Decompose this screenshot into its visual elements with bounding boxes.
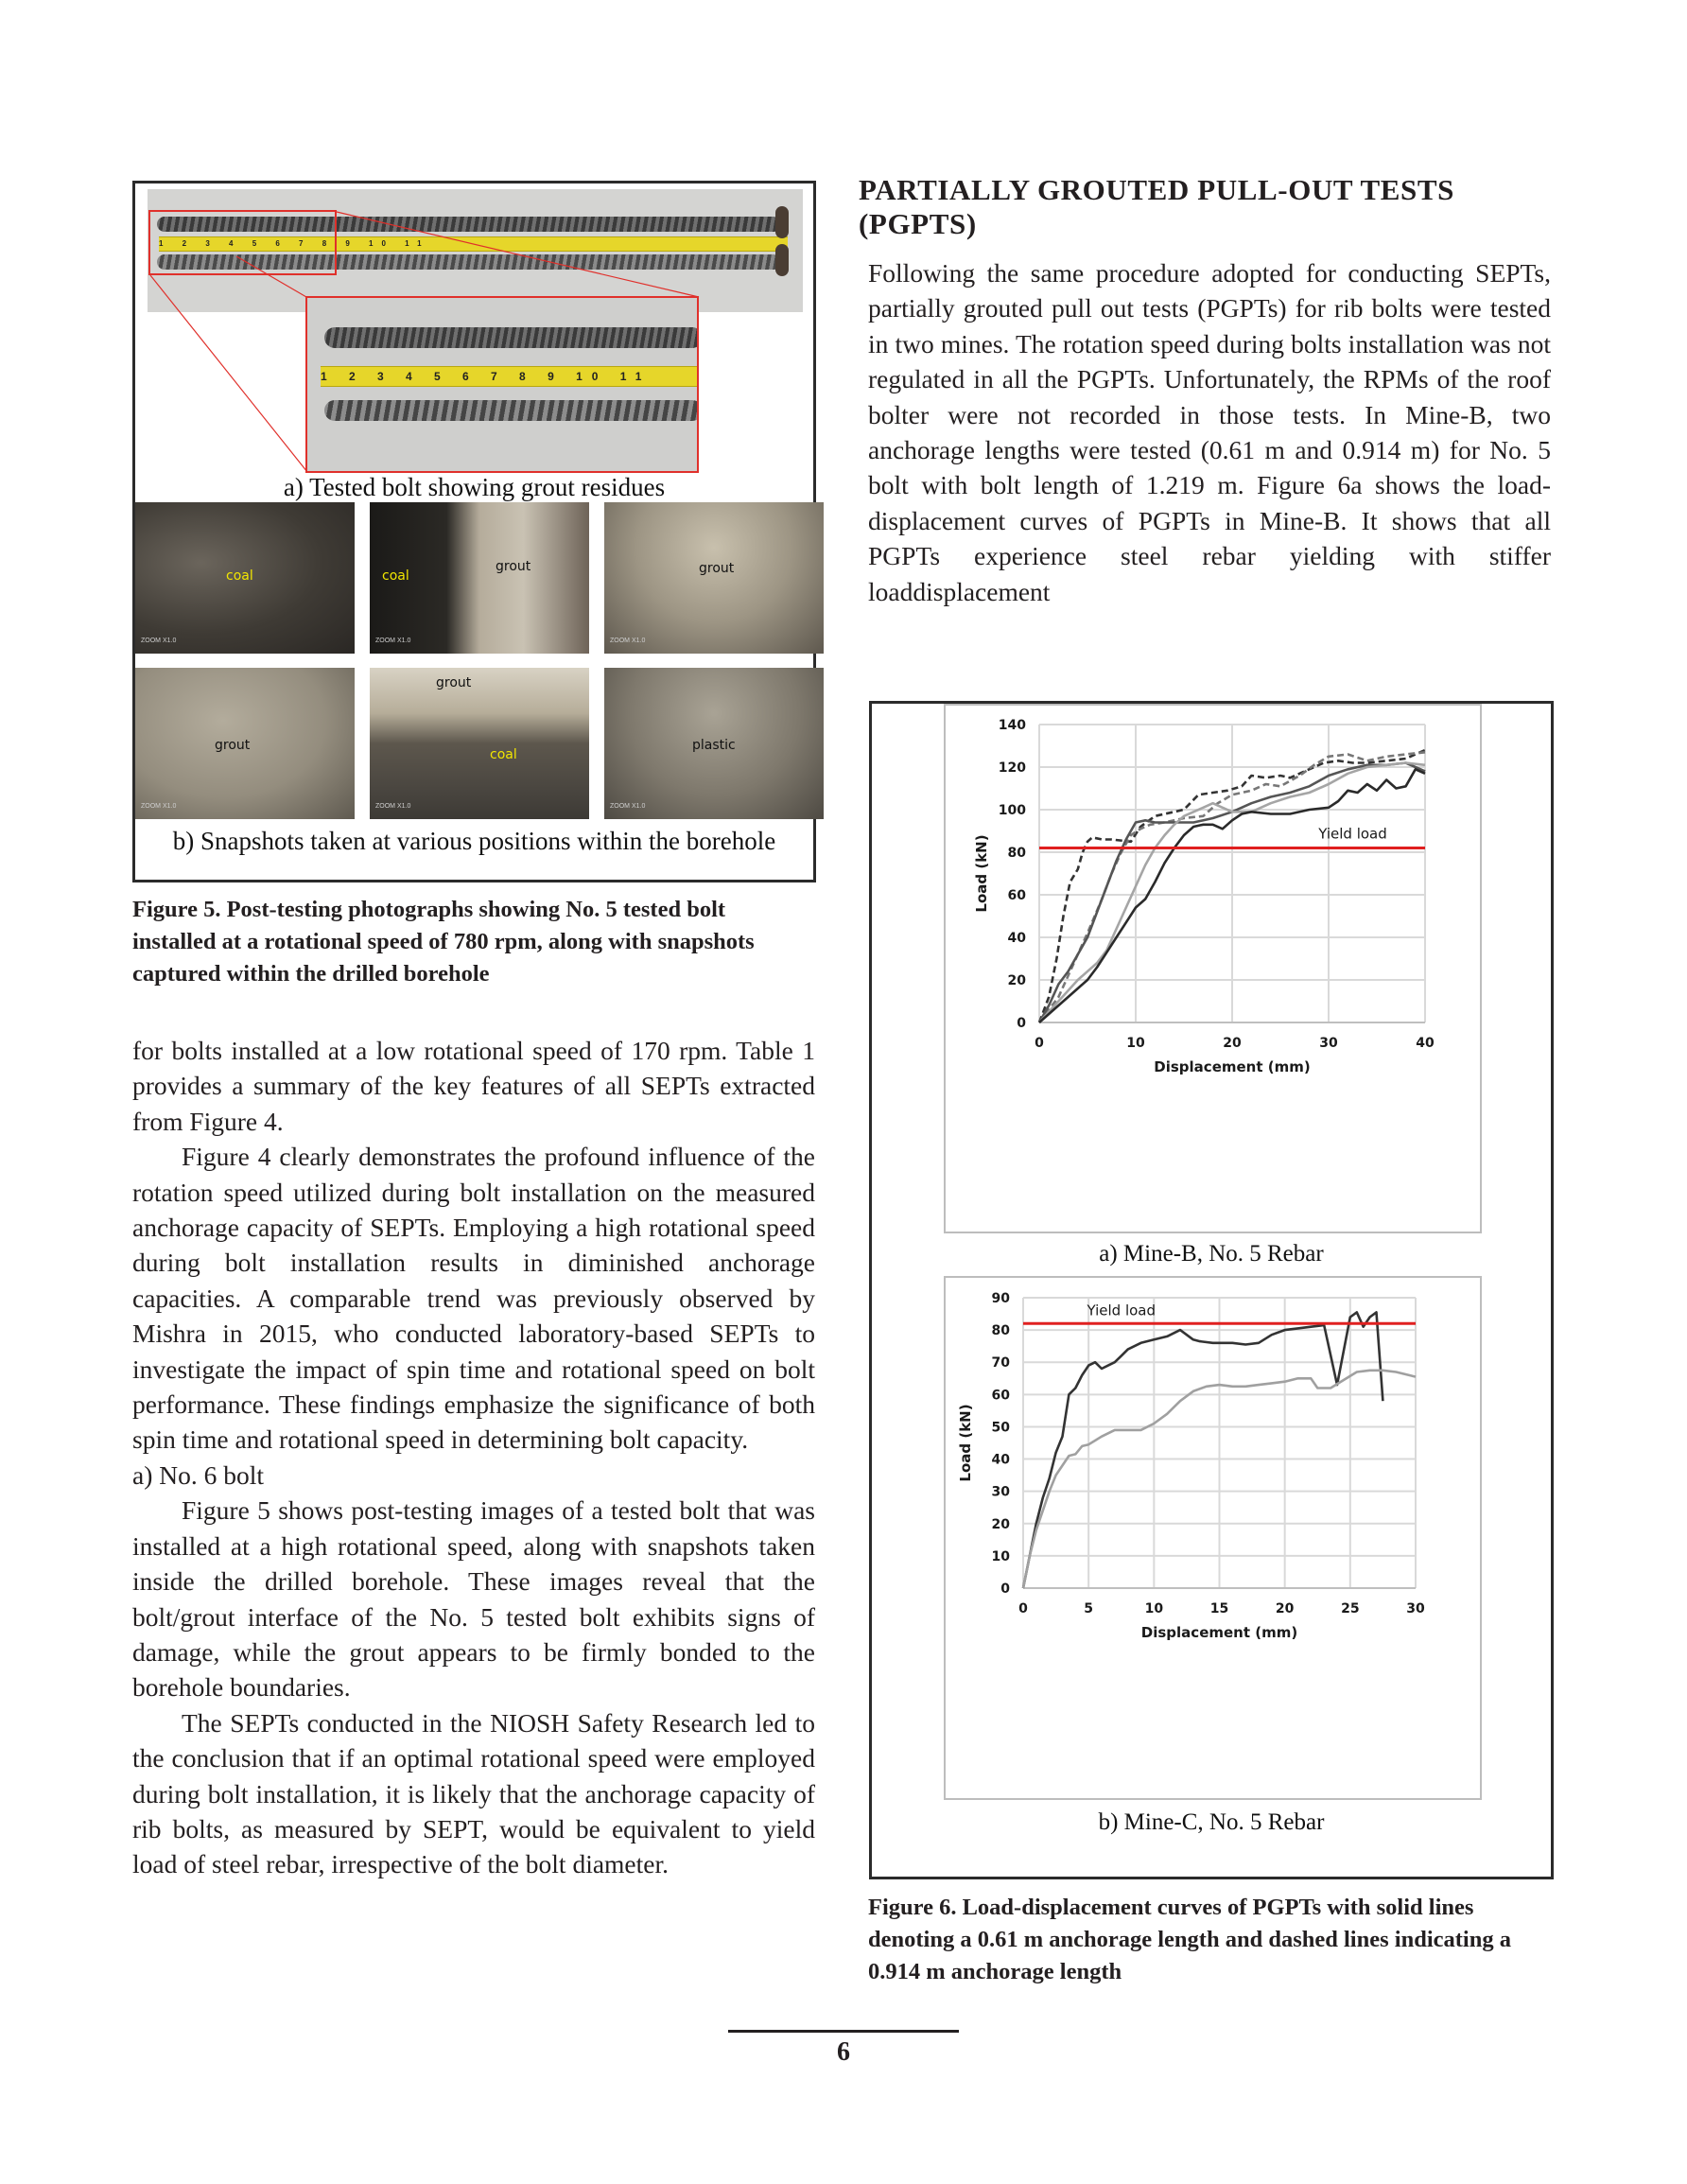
y-tick-label: 40 [991,1452,1010,1468]
bolt-closeup-photo [305,296,699,473]
snapshot-label: grout [496,559,531,574]
subcaption-a: a) Tested bolt showing grout residues [283,473,666,501]
zoom-tag: ZOOM X1.0 [610,803,646,810]
x-tick-label: 10 [1126,1036,1145,1051]
y-tick-label: 20 [991,1516,1010,1532]
page-number: 6 [837,2037,850,2067]
figure-6-caption: Figure 6. Load-displacement curves of PGPTs with solid lines denoting a 0.61 m anchorage length and dashed lines indicating a 0.914 m anchorage length [868,1895,1511,1984]
zoom-tag: ZOOM X1.0 [375,803,411,810]
x-tick-label: 40 [1416,1036,1435,1051]
snapshot-label: coal [382,568,409,584]
subheading: a) No. 6 bolt [132,1459,265,1490]
bolt-rod-top [324,327,699,348]
borehole-snapshot-6 [604,668,824,819]
paragraph: Figure 5 shows post-testing images of a tested bolt that was installed at a high rotational speed, along with snapshots taken inside the drilled borehole. These images reveal that the bolt/grout interface of the No. 5 tested bolt exhibits signs of damage, while the grout appears to be firmly bonded to the borehole boundaries. [132,1495,815,1703]
borehole-snapshot-4 [135,668,355,819]
y-tick-label: 40 [1007,931,1026,946]
zoom-tag: ZOOM X1.0 [141,803,177,810]
figure-5-caption: Figure 5. Post-testing photographs showing No. 5 tested bolt installed at a rotational speed of 780 rpm, along with snapshots captured within the drilled borehole [132,897,755,987]
x-tick-label: 30 [1406,1601,1425,1616]
y-tick-label: 60 [991,1388,1010,1404]
x-tick-label: 5 [1084,1601,1094,1616]
yield-load-label: Yield load [1087,1302,1157,1319]
subcaption-b: b) Snapshots taken at various positions within the borehole [172,827,776,855]
y-tick-label: 0 [1000,1581,1010,1597]
chart-a-panel [944,704,1482,1233]
y-tick-label: 140 [998,718,1026,733]
x-tick-label: 10 [1144,1601,1164,1616]
y-axis-label: Load (kN) [957,1404,974,1482]
paragraph: for bolts installed at a low rotational speed of 170 rpm. Table 1 provides a summary of the key features of all SEPTs extracted from Figure 4. [132,1036,815,1136]
x-tick-label: 25 [1341,1601,1360,1616]
chart-b-panel [944,1276,1482,1800]
snapshot-label: grout [436,675,472,690]
measuring-tape: 1 2 3 4 5 6 7 8 9 10 11 [159,236,788,252]
zoom-tag: ZOOM X1.0 [610,638,646,644]
paragraph: Figure 4 clearly demonstrates the profound influence of the rotation speed utilized during bolt installation on the measured anchorage capacity of SEPTs. Employing a high rotational speed during bolt installation results in diminished anchorage capacities. A comparable trend was previously observed by Mishra in 2015, who conducted laboratory-based SEPTs to investigate the impact of spin time and rotational speed on bolt performance. These findings emphasize the significance of both spin time and rotational speed in determining bolt capacity. [132,1142,815,1455]
zoom-tag: ZOOM X1.0 [141,638,177,644]
y-tick-label: 120 [998,760,1026,776]
y-tick-label: 30 [991,1484,1010,1500]
y-axis-label: Load (kN) [973,834,990,913]
chart-b-subcaption: b) Mine-C, No. 5 Rebar [1098,1809,1325,1835]
zoom-tag: ZOOM X1.0 [375,638,411,644]
y-tick-label: 0 [1017,1016,1026,1031]
snapshot-label: grout [699,561,735,576]
x-axis-label: Displacement (mm) [1140,1624,1298,1641]
bolt-rod-bottom [324,400,699,421]
right-column-body [868,255,1551,609]
snapshot-label: grout [215,738,251,753]
y-tick-label: 70 [991,1355,1010,1372]
x-tick-label: 20 [1223,1036,1242,1051]
x-tick-label: 0 [1035,1036,1044,1051]
snapshot-label: coal [490,747,517,762]
figure-5 [132,181,816,882]
borehole-snapshot-3 [604,502,824,654]
snapshot-label: plastic [692,738,736,753]
y-tick-label: 60 [1007,888,1026,903]
left-column-body [132,1033,815,1882]
x-axis-label: Displacement (mm) [1154,1058,1311,1075]
borehole-snapshot-1 [135,502,355,654]
y-tick-label: 80 [991,1323,1010,1339]
x-tick-label: 15 [1209,1601,1229,1616]
y-tick-label: 20 [1007,973,1026,988]
snapshot-label: coal [226,568,253,584]
paragraph: Following the same procedure adopted for conducting SEPTs, partially grouted pull out tests (PGPTs) for rib bolts were tested in two mines. The rotation speed during bolts installation was not regulated in all the PGPTs. Unfortunately, the RPMs of the roof bolter were not recorded in those tests. In Mine-B, two anchorage lengths were tested (0.61 m and 0.914 m) for No. 5 bolt with bolt length of 1.219 m. Figure 6a shows the load-displacement curves of PGPTs in Mine-B. It shows that all PGPTs experience steel rebar yielding with stiffer loaddisplacement [868,258,1551,606]
y-tick-label: 80 [1007,846,1026,861]
yield-load-label: Yield load [1318,825,1387,843]
x-tick-label: 30 [1319,1036,1338,1051]
measuring-tape: 1 2 3 4 5 6 7 8 9 10 11 [321,366,699,387]
y-tick-label: 50 [991,1420,1010,1436]
section-heading: PARTIALLY GROUTED PULL-OUT TESTS (PGPTS) [859,173,1454,240]
borehole-snapshot-2 [370,502,589,654]
y-tick-label: 10 [991,1548,1010,1564]
chart-mine-b [946,706,1480,1232]
y-tick-label: 100 [998,803,1026,818]
chart-a-subcaption: a) Mine-B, No. 5 Rebar [1099,1241,1324,1267]
data-series-line [1023,1312,1383,1588]
footer-rule [728,2030,959,2033]
paragraph: The SEPTs conducted in the NIOSH Safety Research led to the conclusion that if an optimal rotational speed were employed during bolt installation, it is likely that the anchorage capacity of rib bolts, as measured by SEPT, would be equivalent to yield load of steel rebar, irrespective of the bolt diameter. [132,1707,815,1879]
x-tick-label: 20 [1275,1601,1295,1616]
chart-mine-c [946,1278,1480,1798]
x-tick-label: 0 [1018,1601,1028,1616]
y-tick-label: 90 [991,1291,1010,1306]
borehole-snapshot-5 [370,668,589,819]
figure-6 [869,701,1554,1879]
